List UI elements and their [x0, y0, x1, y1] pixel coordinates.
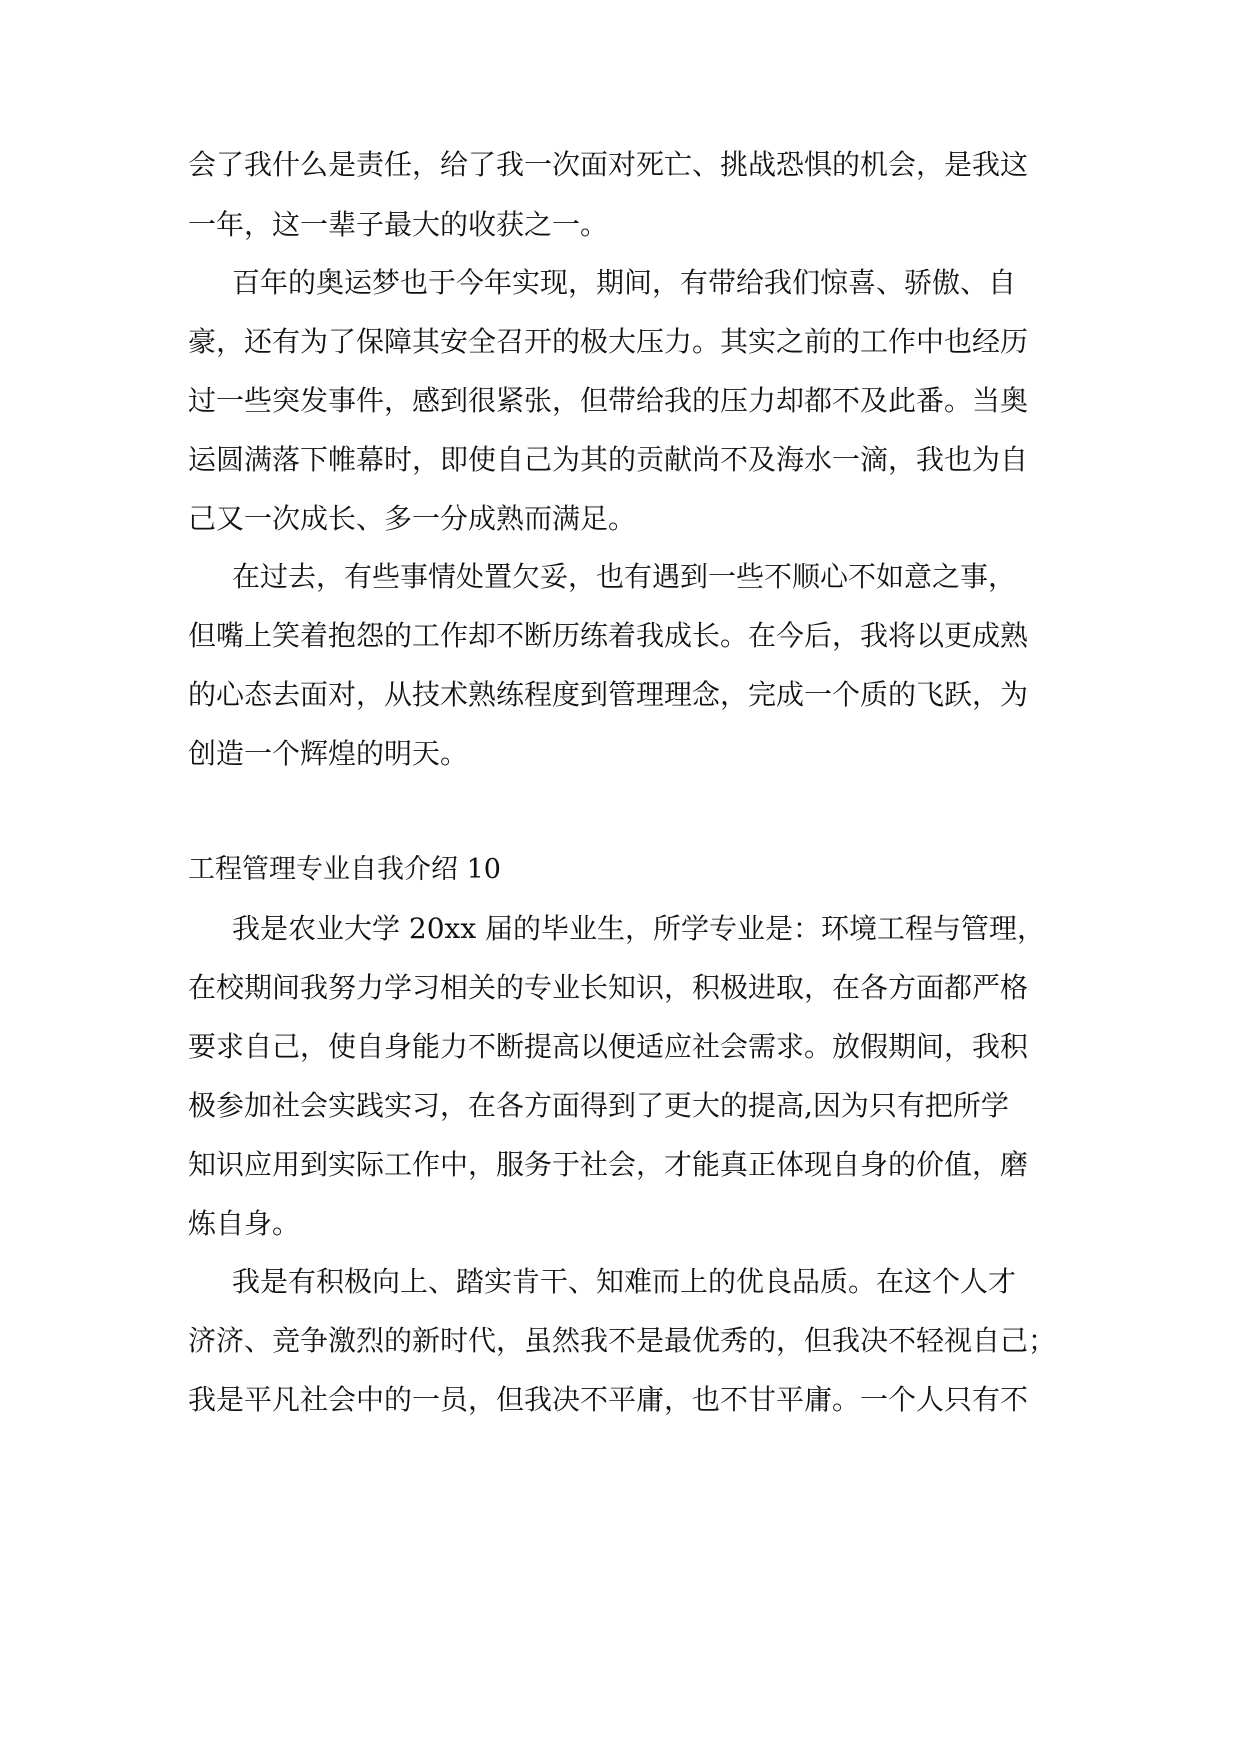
- text-line-7: 己又一次成长、多一分成熟而满足。: [188, 502, 637, 535]
- paragraph-start-line: 我是有积极向上、踏实肯干、知难而上的优良品质。在这个人才: [232, 1265, 1017, 1298]
- text-line-16: 极参加社会实践实习，在各方面得到了更大的提高,因为只有把所学: [188, 1089, 1009, 1122]
- text-line-2: 一年，这一辈子最大的收获之一。: [188, 208, 609, 241]
- paragraph-start-line: 在过去，有些事情处置欠妥，也有遇到一些不顺心不如意之事，: [232, 560, 1017, 593]
- text-line-1: 会了我什么是责任，给了我一次面对死亡、挑战恐惧的机会，是我这: [188, 148, 1029, 181]
- text-line-6: 运圆满落下帷幕时，即使自己为其的贡献尚不及海水一滴，我也为自: [188, 443, 1029, 476]
- text-line-21: 我是平凡社会中的一员，但我决不平庸，也不甘平庸。一个人只有不: [188, 1383, 1029, 1416]
- text-line-17: 知识应用到实际工作中，服务于社会，才能真正体现自身的价值，磨: [188, 1148, 1029, 1181]
- paragraph-start-line: 百年的奥运梦也于今年实现，期间，有带给我们惊喜、骄傲、自: [232, 266, 1017, 299]
- text-line-4: 豪，还有为了保障其安全召开的极大压力。其实之前的工作中也经历: [188, 325, 1029, 358]
- text-line-20: 济济、竞争激烈的新时代，虽然我不是最优秀的，但我决不轻视自己；: [188, 1324, 1057, 1357]
- text-line-11: 创造一个辉煌的明天。: [188, 737, 469, 770]
- section-heading: 工程管理专业自我介绍 10: [188, 854, 501, 885]
- text-line-5: 过一些突发事件，感到很紧张，但带给我的压力却都不及此番。当奥: [188, 384, 1029, 417]
- text-line-10: 的心态去面对，从技术熟练程度到管理理念，完成一个质的飞跃，为: [188, 678, 1029, 711]
- text-line-14: 在校期间我努力学习相关的专业长知识，积极进取，在各方面都严格: [188, 971, 1029, 1004]
- text-line-15: 要求自己，使自身能力不断提高以便适应社会需求。放假期间，我积: [188, 1030, 1029, 1063]
- paragraph-start-line: 我是农业大学 20xx 届的毕业生，所学专业是：环境工程与管理，: [232, 912, 1046, 945]
- text-line-18: 炼自身。: [188, 1207, 301, 1240]
- text-line-9: 但嘴上笑着抱怨的工作却不断历练着我成长。在今后，我将以更成熟: [188, 619, 1029, 652]
